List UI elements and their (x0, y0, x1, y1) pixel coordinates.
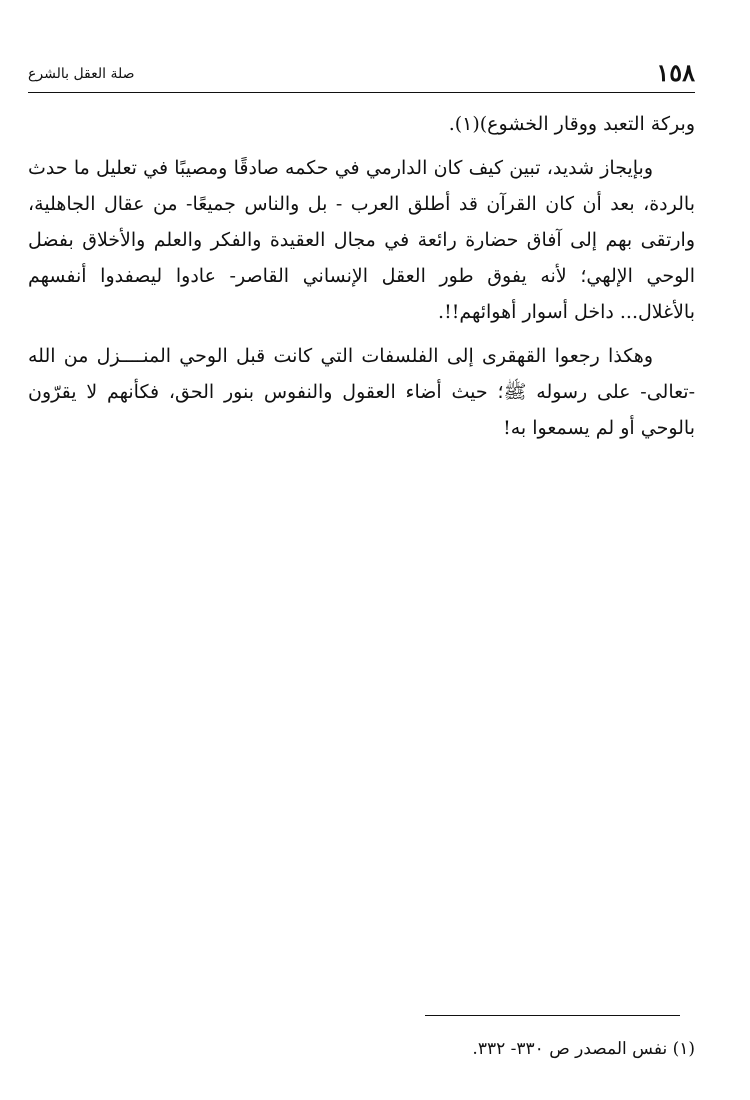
main-text (28, 106, 695, 454)
paragraph: وهكذا رجعوا القهقرى إلى الفلسفات التي كانت قبل الوحي المنــــزل من الله -تعالى- على رسوله ﷺ؛ حيث أضاء العقول والنفوس بنور الحق، فكأنهم لا يقرّون بالوحي أو لم يسمعوا به! (28, 345, 695, 439)
running-title: صلة العقل بالشرع (28, 66, 135, 82)
paragraph: وبركة التعبد ووقار الخشوع)(١). (448, 113, 695, 135)
footnote-separator (425, 1015, 680, 1016)
footnote: (١) نفس المصدر ص ٣٣٠- ٣٣٢. (472, 1039, 695, 1059)
paragraph: وبإيجاز شديد، تبين كيف كان الدارمي في حكمه صادقًا ومصيبًا في تعليل ما حدث بالردة، بعد أن كان القرآن قد أطلق العرب - بل والناس جميعًا- من عقال الجاهلية، وارتقى بهم إلى آفاق حضارة رائعة في مجال العقيدة والفكر والعلم والأخلاق بفضل الوحي الإلهي؛ لأنه يفوق طور العقل الإنساني القاصر- عادوا ليصفدوا أنفسهم بالأغلال... داخل أسوار أهوائهم!!. (28, 157, 695, 323)
page-header (28, 58, 695, 93)
page-number: ١٥٨ (656, 58, 695, 87)
